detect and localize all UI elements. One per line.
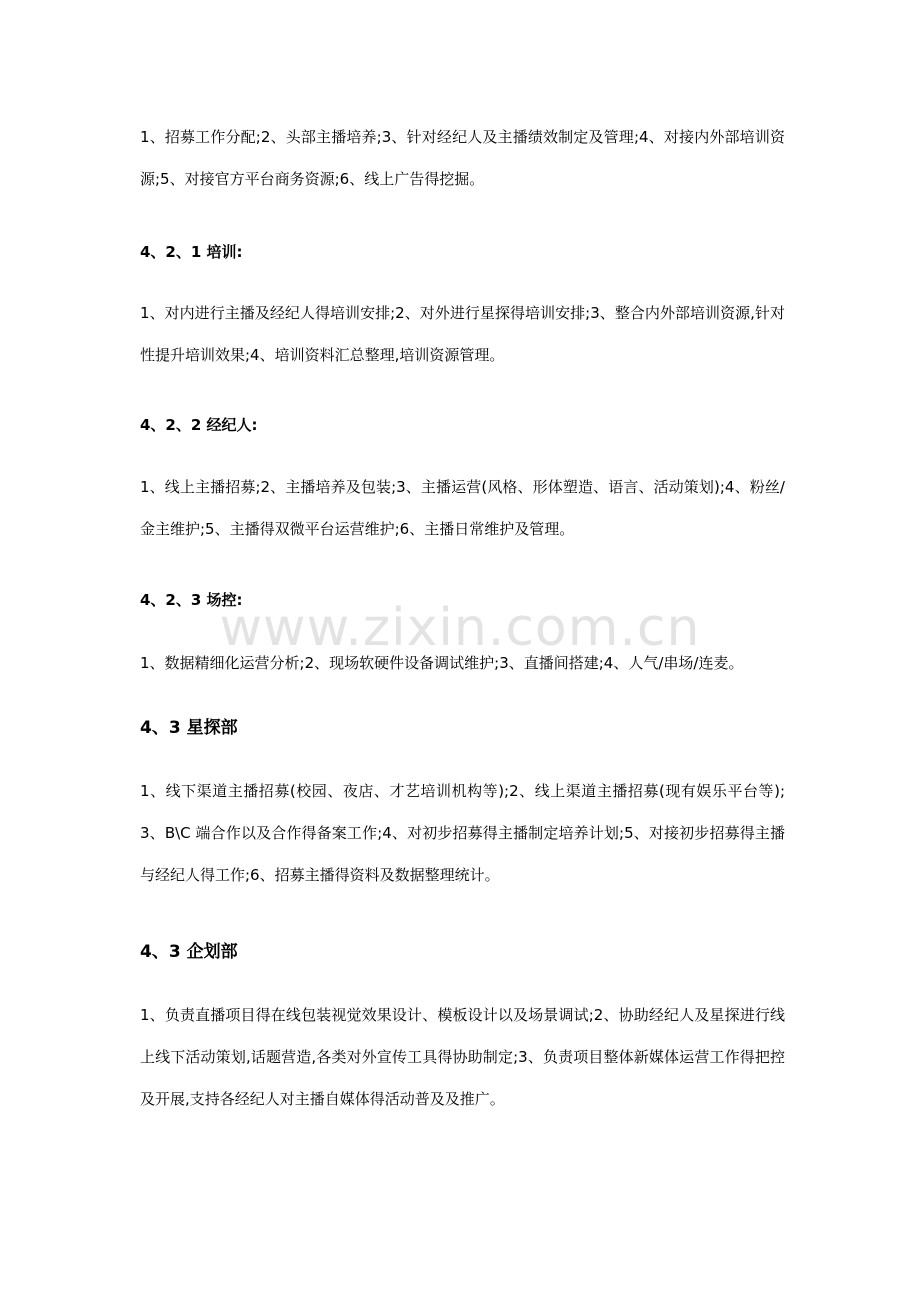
heading-field-control: 4、2、3 场控: <box>140 591 243 609</box>
paragraph-responsibilities: 1、招募工作分配;2、头部主播培养;3、针对经纪人及主播绩效制定及管理;4、对接内外部培训资源;5、对接官方平台商务资源;6、线上广告得挖掘。 <box>140 128 785 188</box>
watermark: www.zixin.com.cn <box>219 598 701 658</box>
paragraph-training: 1、对内进行主播及经纪人得培训安排;2、对外进行星探得培训安排;3、整合内外部培训资源,针对性提升培训效果;4、培训资料汇总整理,培训资源管理。 <box>140 304 785 364</box>
heading-agent: 4、2、2 经纪人: <box>140 416 258 434</box>
paragraph-agent: 1、线上主播招募;2、主播培养及包装;3、主播运营(风格、形体塑造、语言、活动策划);4、粉丝/金主维护;5、主播得双微平台运营维护;6、主播日常维护及管理。 <box>140 478 785 538</box>
heading-scout-department: 4、3 星探部 <box>140 718 238 738</box>
paragraph-planning-department: 1、负责直播项目得在线包装视觉效果设计、模板设计以及场景调试;2、协助经纪人及星探进行线上线下活动策划,话题营造,各类对外宣传工具得协助制定;3、负责项目整体新媒体运营工作得把控及开展,支持各经纪人对主播自媒体得活动普及及推广。 <box>140 1006 785 1108</box>
paragraph-scout-department: 1、线下渠道主播招募(校园、夜店、才艺培训机构等);2、线上渠道主播招募(现有娱乐平台等);3、B\C 端合作以及合作得备案工作;4、对初步招募得主播制定培养计划;5、对接初步招募得主播与经纪人得工作;6、招募主播得资料及数据整理统计。 <box>140 782 785 884</box>
heading-planning-department: 4、3 企划部 <box>140 942 238 962</box>
paragraph-field-control: 1、数据精细化运营分析;2、现场软硬件设备调试维护;3、直播间搭建;4、人气/串场/连麦。 <box>140 654 744 672</box>
heading-training: 4、2、1 培训: <box>140 243 243 261</box>
